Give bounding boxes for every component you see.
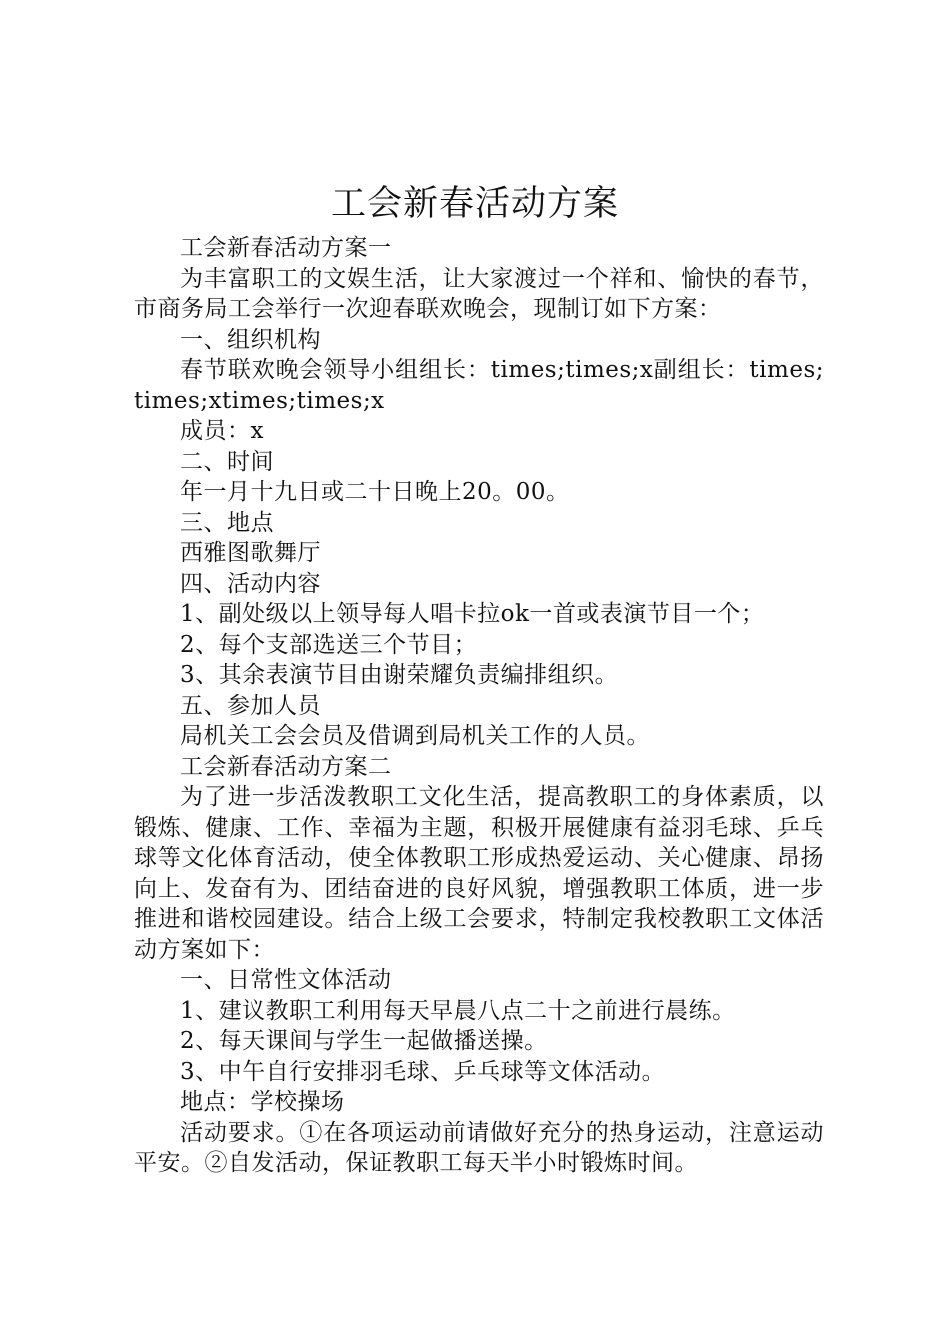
paragraph: 西雅图歌舞厅 bbox=[180, 540, 321, 566]
list-item: 2、每天课间与学生一起做播送操。 bbox=[180, 1028, 548, 1054]
paragraph: 活动要求。①在各项运动前请做好充分的热身运动，注意运动平安。②自发活动，保证教职工每天半小时锻炼时间。 bbox=[134, 1119, 824, 1176]
list-item: 1、建议教职工利用每天早晨八点二十之前进行晨练。 bbox=[180, 997, 736, 1024]
list-item: 1、副处级以上领导每人唱卡拉ok一首或表演节目一个； bbox=[180, 601, 765, 627]
list-item: 3、其余表演节目由谢荣耀负责编排组织。 bbox=[180, 662, 619, 688]
section-heading: 五、参加人员 bbox=[180, 692, 321, 719]
list-item: 3、中午自行安排羽毛球、乒乓球等文体活动。 bbox=[180, 1058, 666, 1085]
paragraph: 局机关工会会员及借调到局机关工作的人员。 bbox=[180, 723, 650, 749]
section-heading: 一、组织机构 bbox=[180, 326, 321, 353]
paragraph: 春节联欢晚会领导小组组长：times;times;x副组长：times;times;xtimes;times;x bbox=[134, 357, 824, 414]
paragraph: 年一月十九日或二十日晚上20。00。 bbox=[180, 479, 570, 505]
section-heading: 四、活动内容 bbox=[180, 570, 321, 597]
list-item: 2、每个支部选送三个节目； bbox=[180, 631, 478, 658]
paragraph: 成员：x bbox=[180, 418, 264, 444]
section-heading: 一、日常性文体活动 bbox=[180, 967, 392, 993]
paragraph: 工会新春活动方案二 bbox=[180, 753, 392, 780]
document-title: 工会新春活动方案 bbox=[330, 184, 619, 224]
section-heading: 三、地点 bbox=[180, 509, 274, 536]
section-heading: 二、时间 bbox=[180, 448, 274, 475]
paragraph: 工会新春活动方案一 bbox=[180, 235, 392, 261]
paragraph: 地点：学校操场 bbox=[180, 1089, 345, 1115]
document-body bbox=[134, 233, 824, 1179]
paragraph: 为了进一步活泼教职工文化生活，提高教职工的身体素质，以锻炼、健康、工作、幸福为主题，积极开展健康有益羽毛球、乒乓球等文化体育活动，使全体教职工形成热爱运动、关心健康、昂扬向上、发奋有为、团结奋进的良好风貌，增强教职工体质，进一步推进和谐校园建设。结合上级工会要求，特制定我校教职工文体活动方案如下： bbox=[134, 784, 824, 963]
paragraph: 为丰富职工的文娱生活，让大家渡过一个祥和、愉快的春节，市商务局工会举行一次迎春联欢晚会，现制订如下方案： bbox=[134, 265, 824, 322]
